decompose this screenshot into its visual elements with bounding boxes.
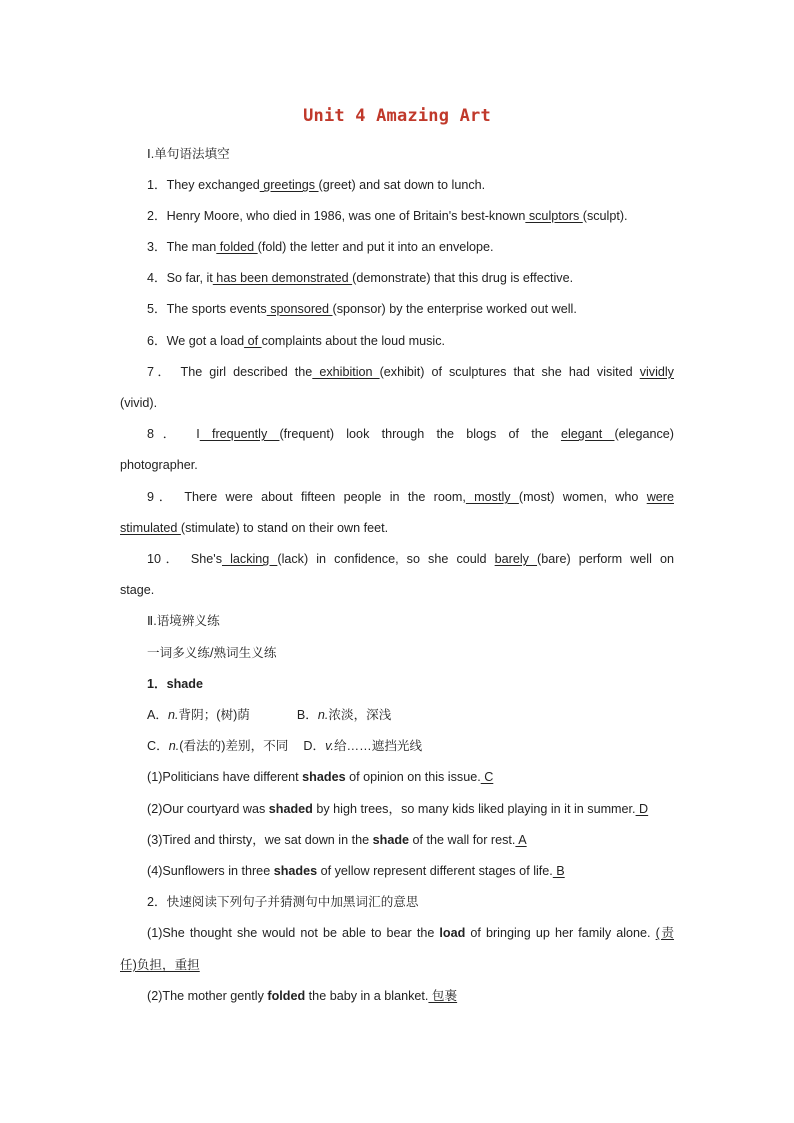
shade-sentence-1: (1)Politicians have different shades of opinion on this issue. C bbox=[147, 770, 494, 784]
answer: vividly bbox=[639, 365, 674, 379]
options-row-2: C．n.(看法的)差别，不同 D．v.给……遮挡光线 bbox=[147, 739, 423, 753]
section1-heading: Ⅰ.单句语法填空 bbox=[147, 147, 230, 161]
answer: mostly bbox=[465, 490, 519, 504]
shade-sentence-2: (2)Our courtyard was shaded by high trees，so many kids liked playing in it in summer. D bbox=[147, 802, 649, 816]
exercise-item-7-cont: (vivid). bbox=[120, 396, 158, 410]
answer: stimulated bbox=[120, 521, 181, 535]
answer: (责 bbox=[655, 926, 675, 940]
answer: sponsored bbox=[266, 302, 333, 316]
exercise-item-7: 7． The girl described the exhibition (exhibit) of sculptures that she had visited vividly bbox=[147, 365, 674, 379]
answer: C bbox=[480, 770, 494, 784]
exercise-item-3: 3．The man folded (fold) the letter and put it into an envelope. bbox=[147, 240, 494, 254]
exercise-item-1: 1．They exchanged greetings (greet) and sat down to lunch. bbox=[147, 178, 486, 192]
options-row-1: A．n.背阴；(树)荫 B．n.浓淡，深浅 bbox=[147, 708, 392, 722]
section2-subheading: 一词多义练/熟词生义练 bbox=[147, 646, 277, 660]
answer: were bbox=[646, 490, 674, 504]
shade-sentence-3: (3)Tired and thirsty，we sat down in the shade of the wall for rest. A bbox=[147, 833, 527, 847]
answer: greetings bbox=[259, 178, 319, 192]
exercise-item-9-cont: stimulated (stimulate) to stand on their own feet. bbox=[120, 521, 389, 535]
answer: has been demonstrated bbox=[212, 271, 353, 285]
exercise-item-5: 5．The sports events sponsored (sponsor) by the enterprise worked out well. bbox=[147, 302, 577, 316]
page-title: Unit 4 Amazing Art bbox=[303, 106, 491, 126]
exercise-item-9: 9． There were about fifteen people in the room, mostly (most) women, who were bbox=[147, 490, 674, 504]
answer: barely bbox=[494, 552, 538, 566]
question-2-label: 2．快速阅读下列句子并猜测句中加黑词汇的意思 bbox=[147, 895, 419, 909]
answer: folded bbox=[216, 240, 258, 254]
answer: lacking bbox=[222, 552, 278, 566]
section2-heading: Ⅱ.语境辨义练 bbox=[147, 614, 220, 628]
answer: B bbox=[552, 864, 565, 878]
answer: frequently bbox=[199, 427, 280, 441]
answer: exhibition bbox=[312, 365, 380, 379]
guess-sentence-2: (2)The mother gently folded the baby in a blanket. 包裹 bbox=[147, 989, 458, 1003]
exercise-item-6: 6．We got a load of complaints about the loud music. bbox=[147, 334, 446, 348]
guess-sentence-1: (1)She thought she would not be able to bear the load of bringing up her family alone. (责 bbox=[147, 926, 675, 940]
guess-sentence-1-cont bbox=[120, 956, 674, 974]
answer: elegant bbox=[560, 427, 615, 441]
answer: A bbox=[515, 833, 527, 847]
exercise-item-4: 4．So far, it has been demonstrated (demonstrate) that this drug is effective. bbox=[147, 271, 574, 285]
exercise-item-10: 10． She's lacking (lack) in confidence, so she could barely (bare) perform well on bbox=[147, 552, 675, 566]
question-1-label: 1．shade bbox=[147, 677, 203, 691]
answer: 任)负担，重担 bbox=[120, 958, 200, 972]
exercise-item-8: 8． I frequently (frequent) look through the blogs of the elegant (elegance) bbox=[147, 427, 674, 441]
answer: D bbox=[635, 802, 649, 816]
exercise-item-2: 2．Henry Moore, who died in 1986, was one of Britain's best-known sculptors (sculpt). bbox=[147, 209, 628, 223]
shade-sentence-4: (4)Sunflowers in three shades of yellow represent different stages of life. B bbox=[147, 864, 565, 878]
answer: of bbox=[244, 334, 262, 348]
answer: 包裹 bbox=[428, 989, 458, 1003]
exercise-item-10-cont: stage. bbox=[120, 583, 155, 597]
exercise-item-8-cont: photographer. bbox=[120, 458, 198, 472]
answer: sculptors bbox=[525, 209, 583, 223]
